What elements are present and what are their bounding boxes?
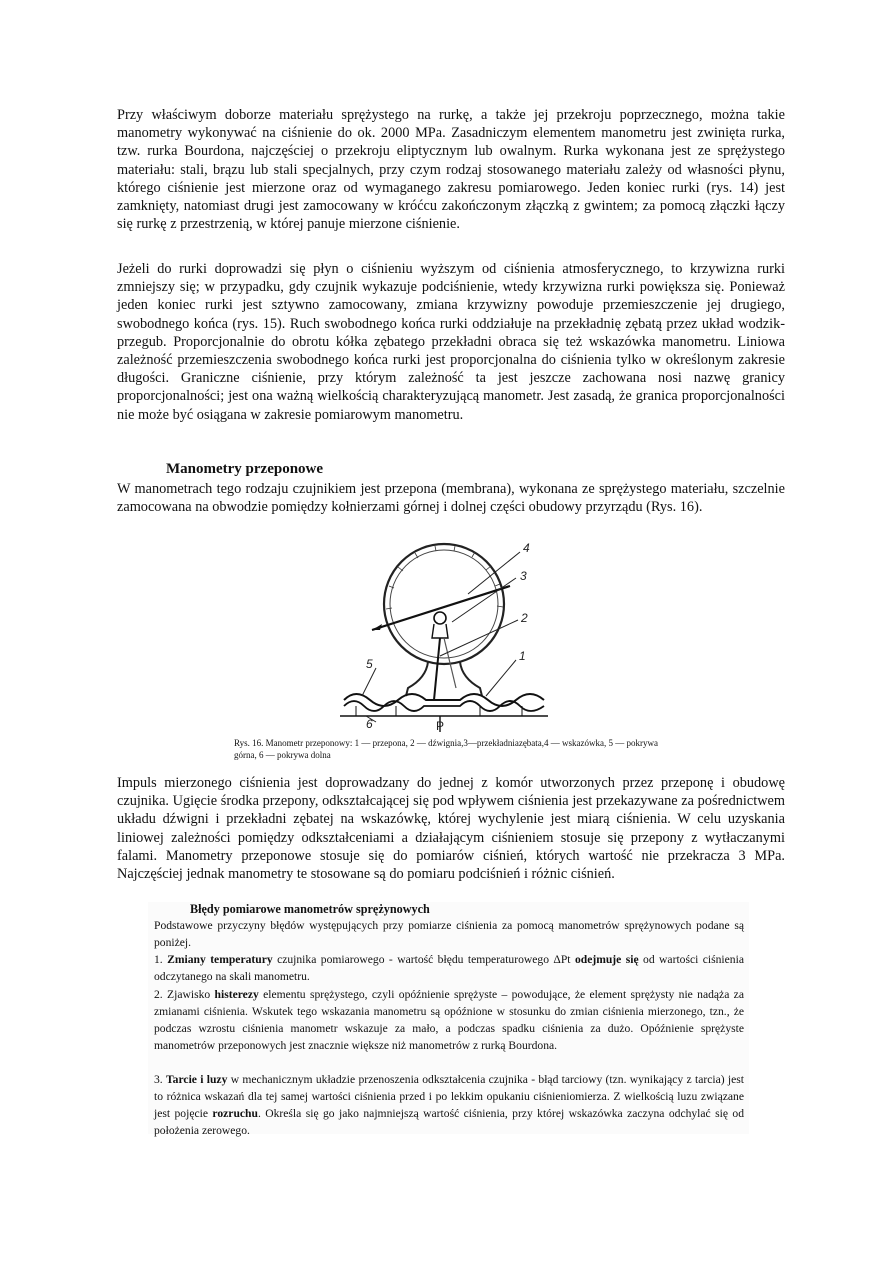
gear-wheel xyxy=(434,612,446,624)
label-3: 3 xyxy=(520,569,527,583)
section-heading-diaphragm-manometers: Manometry przeponowe xyxy=(166,461,324,477)
paragraph-diaphragm-intro: W manometrach tego rodzaju czujnikiem jest przepona (membrana), wykonana ze sprężystego materiału, szczelnie zamocowana na obwodzie pomiędzy kołnierzami górnej i dolnej części obudowy przyrządu (Rys. 16). xyxy=(117,481,785,516)
label-2: 2 xyxy=(521,611,528,625)
error-item-text: czujnika pomiarowego - wartość błędu temperaturowego ΔPt xyxy=(277,953,571,966)
gauge-dial-inner xyxy=(390,550,498,658)
paragraph-bourdon-tube: Przy właściwym doborze materiału sprężystego na rurkę, a także jej przekroju poprzecznego, można takie manometry wykonywać na ciśnienie do ok. 2000 MPa. Zasadniczym elementem manometru jest zwinięta rurka, tzw. rurka Bourdona, najczęściej o przekroju eliptycznym lub owalnym. Rurka wykonana jest ze sprężystego materiału: stali, brązu lub stali specjalnych, przy czym rodzaj stosowanego materiału zależy od własności płynu, którego ciśnienie jest mierzone oraz od wymaganego zakresu pomiarowego. Jeden koniec rurki (rys. 14) jest zamknięty, natomiast drugi jest zamocowany w króćcu zakończonym złączką z gwintem; za pomocą złączki łączy się rurkę z przestrzenią, w której panuje mierzone ciśnienie. xyxy=(117,107,785,233)
gauge-dial-outer xyxy=(384,544,504,664)
measurement-errors-section xyxy=(148,902,749,1138)
error-item-term: Zmiany temperatury xyxy=(167,953,273,966)
paragraph-diaphragm-operation: Impuls mierzonego ciśnienia jest doprowadzany do jednej z komór utworzonych przez przeponę i obudowę czujnika. Ugięcie środka przepony, odkształcającej się pod wpływem ciśnienia jest przekazywane za pośrednictwem układu dźwigni i przekładni zębatej na wskazówkę, której wychylenie jest miarą ciśnienia. W celu uzyskania liniowej zależności pomiędzy odkształceniami a działającym ciśnieniem stosuje się przepony z wytłaczanymi falami. Manometry przeponowe stosuje się do pomiarów ciśnień, których wartość nie przekracza 3 MPa. Najczęściej jednak manometry te stosowane są do pomiaru podciśnień i różnic ciśnień. xyxy=(117,775,785,883)
errors-section-title: Błędy pomiarowe manometrów sprężynowych xyxy=(190,902,430,916)
housing-neck-left xyxy=(406,662,428,696)
error-item-term: histerezy xyxy=(214,988,259,1001)
label-p: P xyxy=(436,719,445,732)
error-item-term: rozruchu xyxy=(212,1107,258,1121)
error-item-term: Tarcie i luzy xyxy=(166,1073,228,1086)
figure-caption: Rys. 16. Manometr przeponowy: 1 — przepona, 2 — dźwignia,3—przekładniazębata,4 — wskazówka, 5 — pokrywa górna, 6 — pokrywa dolna xyxy=(234,738,659,760)
label-1: 1 xyxy=(519,649,526,663)
error-item-temperature xyxy=(154,951,744,985)
paragraph-curvature-change: Jeżeli do rurki doprowadzi się płyn o ciśnieniu wyższym od ciśnienia atmosferycznego, to krzywizna rurki zmniejszy się; w przypadku, gdy czujnik wykazuje podciśnienie, wtedy krzywizna rurki powiększa się. Ponieważ jeden koniec rurki jest sztywno zamocowany, zmiana krzywizny powoduje przemieszczenie jej drugiego, swobodnego końca (rys. 15). Ruch swobodnego końca rurki oddziałuje na przekładnię zębatą przez układ wodzik-przegub. Proporcjonalnie do obrotu kółka zębatego przekładni obraca się też wskazówka manometru. Liniowa zależność przemieszczenia swobodnego końca rurki jest proporcjonalna do ciśnienia tylko w określonym zakresie długości. Graniczne ciśnienie, przy którym zależność ta jest jeszcze zachowana nosi nazwę granicy proporcjonalności; jest ona ważną wielkością charakteryzującą manometr. Jest zasadą, że granica proporcjonalności nie może być osiągana w zakresie pomiarowym manometru. xyxy=(117,261,785,423)
leader-lines xyxy=(362,552,520,722)
error-item-text: od wartości ciśnienia odczytanego na skali manometru. xyxy=(154,953,744,984)
upper-cover xyxy=(344,694,544,706)
error-item-friction xyxy=(154,1071,744,1139)
errors-intro: Podstawowe przyczyny błędów występujących przy pomiarze ciśnienia za pomocą manometrów sprężynowych podane są poniżej. xyxy=(154,919,744,950)
error-item-hysteresis xyxy=(154,986,744,1054)
label-4: 4 xyxy=(523,541,530,555)
error-item-number: 3. xyxy=(154,1073,163,1086)
diaphragm-manometer-figure xyxy=(336,538,560,732)
error-item-text: elementu sprężystego, czyli opóźnienie sprężyste – powodujące, że element sprężysty nie nadąża za zmianami ciśnienia. Wskutek tego wskazania manometru są opóźnione w stosunku do zmian ciśnienia mierzonego, tzn., że podczas wzrostu ciśnienia manometr wskazuje za mało, a podczas spadku ciśnienia za dużo. Opóźnienie sprężyste manometrów przeponowych jest znacznie większe niż manometrów z rurką Bourdona. xyxy=(154,988,744,1053)
housing-neck-right xyxy=(460,662,482,696)
error-item-text: . Określa się go jako najmniejszą wartość ciśnienia, przy której wskazówka zaczyna odchylać się od położenia zerowego. xyxy=(154,1107,744,1138)
error-item-number: 2. xyxy=(154,988,163,1001)
error-item-number: 1. xyxy=(154,953,163,966)
lever-arm xyxy=(434,638,440,700)
error-item-text: w mechanicznym układzie przenoszenia odkształcenia czujnika - błąd tarciowy (tzn. wynikający z tarcia) jest to różnica wskazań dla tej samej wartości ciśnienia przed i po lekkim opukaniu ciśnieniomierza. Z wielkością luzu związane jest pojęcie xyxy=(154,1073,744,1121)
label-6: 6 xyxy=(366,717,373,731)
error-item-term: odejmuje się xyxy=(574,953,639,966)
label-5: 5 xyxy=(366,657,373,671)
error-item-text: Zjawisko xyxy=(167,988,211,1001)
gear-sector xyxy=(432,624,448,638)
